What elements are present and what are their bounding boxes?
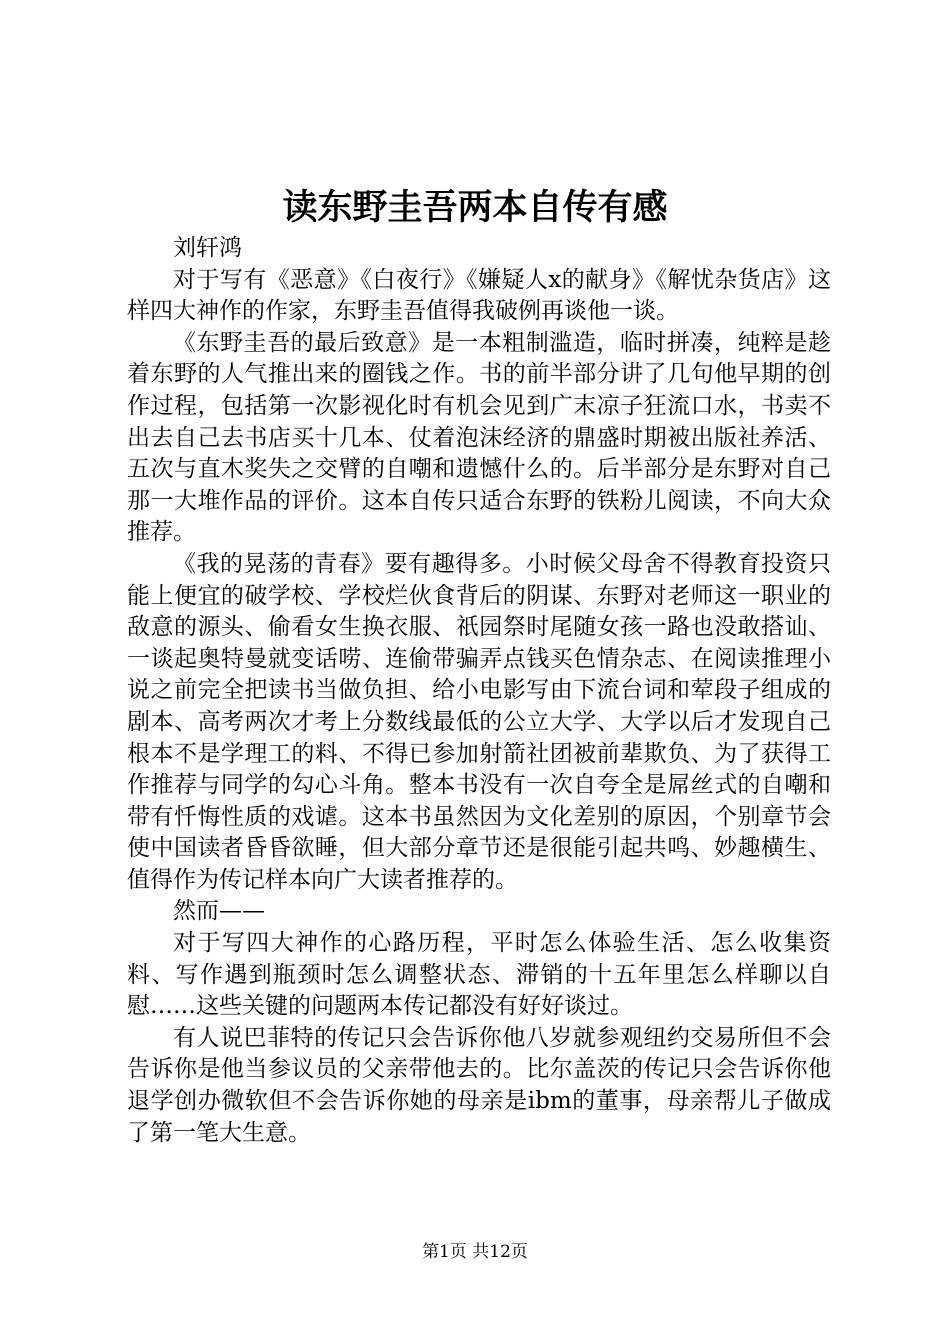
- paragraph: 《我的晃荡的青春》要有趣得多。小时候父母舍不得教育投资只能上便宜的破学校、学校烂伙食背后的阴谋、东野对老师这一职业的敌意的源头、偷看女生换衣服、祇园祭时尾随女孩一路也没敢搭讪、一谈起奥特曼就变话唠、连偷带骗弄点钱买色情杂志、在阅读推理小说之前完全把读书当做负担、给小电影写由下流台词和荤段子组成的剧本、高考两次才考上分数线最低的公立大学、大学以后才发现自己根本不是学理工的料、不得已参加射箭社团被前辈欺负、为了获得工作推荐与同学的勾心斗角。整本书没有一次自夸全是屌丝式的自嘲和带有忏悔性质的戏谑。这本书虽然因为文化差别的原因，个别章节会使中国读者昏昏欲睡，但大部分章节还是很能引起共鸣、妙趣横生、值得作为传记样本向广大读者推荐的。: [127, 550, 831, 893]
- author-line: 刘轩鸿: [173, 235, 242, 261]
- paragraph: 《东野圭吾的最后致意》是一本粗制滥造，临时拼凑，纯粹是趁着东野的人气推出来的圈钱之作。书的前半部分讲了几句他早期的创作过程，包括第一次影视化时有机会见到广末凉子狂流口水，书卖不出去自己去书店买十几本、仗着泡沫经济的鼎盛时期被出版社养活、五次与直木奖失之交臂的自嘲和遗憾什么的。后半部分是东野对自己那一大堆作品的评价。这本自传只适合东野的铁粉儿阅读，不向大众推荐。: [127, 329, 831, 546]
- paragraph: 有人说巴菲特的传记只会告诉你他八岁就参观纽约交易所但不会告诉你是他当参议员的父亲带他去的。比尔盖茨的传记只会告诉你他退学创办微软但不会告诉你她的母亲是ibm的董事，母亲帮儿子做成了第一笔大生意。: [127, 1024, 831, 1146]
- page-footer: 第1页 共12页: [422, 1242, 528, 1262]
- document-body: [127, 233, 831, 1149]
- document-title: 读东野圭吾两本自传有感: [282, 188, 668, 228]
- paragraph: 对于写四大神作的心路历程，平时怎么体验生活、怎么收集资料、写作遇到瓶颈时怎么调整状态、滞销的十五年里怎么样聊以自慰……这些关键的问题两本传记都没有好好谈过。: [127, 930, 831, 1020]
- paragraph: 对于写有《恶意》《白夜行》《嫌疑人x的献身》《解忧杂货店》这样四大神作的作家，东野圭吾值得我破例再谈他一谈。: [127, 266, 831, 325]
- paragraph: 然而——: [173, 898, 265, 925]
